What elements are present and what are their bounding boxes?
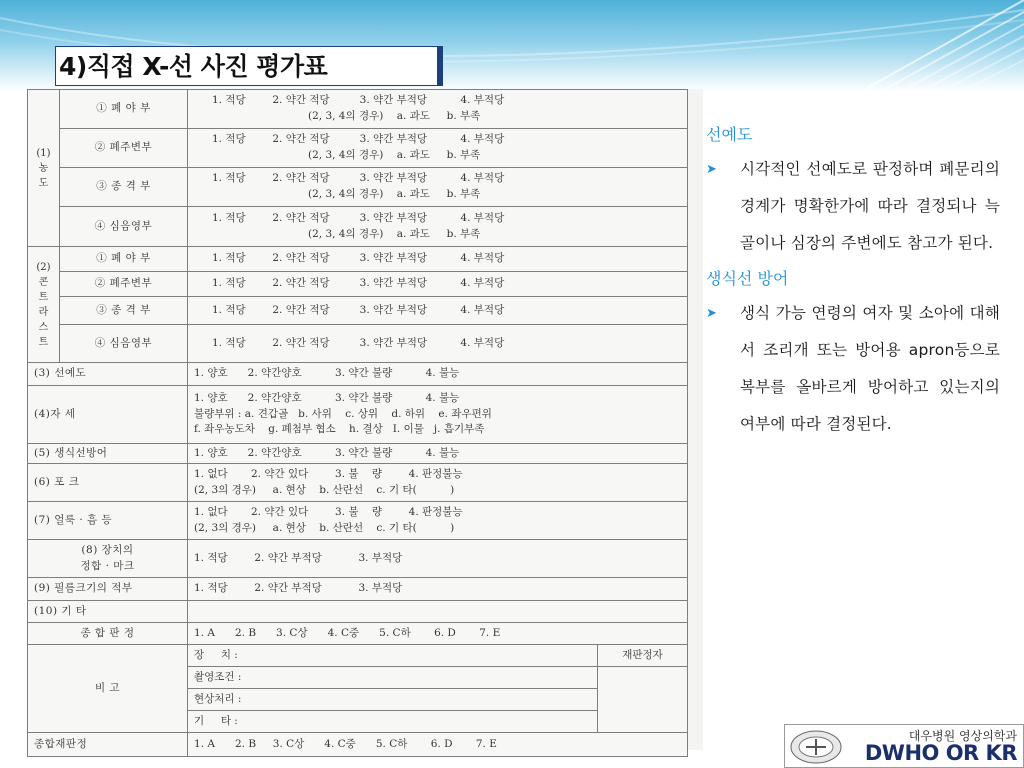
stain-options: 1. 없다 2. 약간 있다 3. 불 량 4. 판정불능 (2, 3의 경우) a. 현상 b. 산란선 c. 기 타( ): [188, 502, 688, 540]
sharpness-options: 1. 양호 2. 약간양호 3. 약간 불량 4. 불능: [188, 363, 688, 386]
gonad-bullet: [706, 295, 1000, 443]
other-label: (10) 기 타: [28, 601, 188, 623]
hospital-seal-icon: [788, 728, 844, 766]
remarks-item: 기 타 :: [188, 711, 598, 733]
evaluation-table: [27, 89, 688, 757]
notes-panel: [706, 118, 1000, 445]
device-options: 1. 적당 2. 약간 부적당 3. 부적당: [188, 540, 688, 578]
gonad-text: 생식 가능 연령의 여자 및 소아에 대해서 조리개 또는 방어용 apron등으로 복부를 올바르게 방어하고 있는지의 여부에 따라 결정된다.: [740, 304, 1000, 433]
row-label: ① 폐 야 부: [60, 247, 188, 272]
row-options: 1. 적당 2. 약간 적당 3. 약간 부적당 4. 부적당: [188, 272, 688, 297]
table-row: [28, 207, 688, 247]
table-row: [28, 129, 688, 168]
table-row: [28, 272, 688, 297]
remarks-item: 촬영조건 :: [188, 667, 598, 689]
table-row: [28, 502, 688, 540]
posture-label: (4)자 세: [28, 386, 188, 444]
table-row: [28, 733, 688, 757]
row-options: 1. 적당 2. 약간 적당 3. 약간 부적당 4. 부적당 (2, 3, 4의 경우) a. 과도 b. 부족: [188, 207, 688, 247]
row-label: ④ 심음영부: [60, 325, 188, 363]
row-options: 1. 적당 2. 약간 적당 3. 약간 부적당 4. 부적당 (2, 3, 4의 경우) a. 과도 b. 부족: [188, 168, 688, 207]
row-options: 1. 적당 2. 약간 적당 3. 약간 부적당 4. 부적당 (2, 3, 4의 경우) a. 과도 b. 부족: [188, 129, 688, 168]
row-label: ① 폐 야 부: [60, 90, 188, 129]
row-options: 1. 적당 2. 약간 적당 3. 약간 부적당 4. 부적당 (2, 3, 4의 경우) a. 과도 b. 부족: [188, 90, 688, 129]
table-row: [28, 601, 688, 623]
sharpness-bullet: [706, 151, 1000, 262]
row-label: ④ 심음영부: [60, 207, 188, 247]
table-row: [28, 444, 688, 464]
row-label: ③ 종 격 부: [60, 168, 188, 207]
table-row: [28, 168, 688, 207]
fog-options: 1. 없다 2. 약간 있다 3. 불 량 4. 판정불능 (2, 3의 경우) a. 현상 b. 산란선 c. 기 타( ): [188, 464, 688, 502]
table-row: [28, 623, 688, 645]
density-label: (1) 농 도: [28, 90, 60, 247]
sharpness-text: 시각적인 선예도로 판정하며 폐문리의 경계가 명확한가에 따라 결정되나 늑골이나 심장의 주변에도 참고가 된다.: [740, 160, 1000, 252]
remarks-item: 장 치 :: [188, 645, 598, 667]
gonad-label: (5) 생식선방어: [28, 444, 188, 464]
row-label: ③ 종 격 부: [60, 297, 188, 325]
row-options: 1. 적당 2. 약간 적당 3. 약간 부적당 4. 부적당: [188, 297, 688, 325]
table-row: [28, 325, 688, 363]
reviewer-label: 재판정자: [598, 645, 688, 667]
table-row: [28, 90, 688, 129]
sharpness-label: (3) 선예도: [28, 363, 188, 386]
row-options: 1. 적당 2. 약간 적당 3. 약간 부적당 4. 부적당: [188, 325, 688, 363]
device-label: (8) 장치의 정합 · 마크: [28, 540, 188, 578]
overall-options: 1. A 2. B 3. C상 4. C중 5. C하 6. D 7. E: [188, 623, 688, 645]
table-row: [28, 578, 688, 601]
rejudge-options: 1. A 2. B 3. C상 4. C중 5. C하 6. D 7. E: [188, 733, 688, 757]
table-row: [28, 645, 688, 667]
table-row: [28, 464, 688, 502]
remarks-item: 현상처리 :: [188, 689, 598, 711]
row-label: ② 폐주변부: [60, 129, 188, 168]
table-row: [28, 363, 688, 386]
filmsize-label: (9) 필름크기의 적부: [28, 578, 188, 601]
sharpness-heading: 선예도: [706, 125, 753, 144]
brand-name: DWHO OR KR: [864, 741, 1017, 765]
fog-label: (6) 포 크: [28, 464, 188, 502]
evaluation-form-image: [27, 89, 703, 750]
row-label: ② 폐주변부: [60, 272, 188, 297]
overall-label: 종 합 판 정: [28, 623, 188, 645]
stain-label: (7) 얼룩 · 흠 등: [28, 502, 188, 540]
posture-options: 1. 양호 2. 약간양호 3. 약간 불량 4. 불능 불량부위 : a. 견갑골 b. 사위 c. 상위 d. 하위 e. 좌우편위 f. 좌우농도차 g. 폐첨부 협소 h. 결상 I. 이물 j. 흡기부족: [188, 386, 688, 444]
row-options: 1. 적당 2. 약간 적당 3. 약간 부적당 4. 부적당: [188, 247, 688, 272]
arrow-bullet-icon: ➤: [706, 162, 718, 177]
other-options: [188, 601, 688, 623]
table-row: [28, 386, 688, 444]
reviewer-signature-box: [598, 667, 688, 733]
table-row: [28, 247, 688, 272]
arrow-bullet-icon: ➤: [706, 306, 718, 321]
table-row: [28, 297, 688, 325]
filmsize-options: 1. 적당 2. 약간 부적당 3. 부적당: [188, 578, 688, 601]
rejudge-label: 종합재판정: [28, 733, 188, 757]
contrast-label: (2) 콘 트 라 스 트: [28, 247, 60, 363]
slide-title: 4)직접 X-선 사진 평가표: [55, 46, 443, 86]
remarks-label: 비 고: [28, 645, 188, 733]
table-row: [28, 540, 688, 578]
gonad-heading: 생식선 방어: [706, 269, 789, 288]
department-name: 대우병원 영상의학과: [908, 729, 1017, 743]
gonad-options: 1. 양호 2. 약간양호 3. 약간 불량 4. 불능: [188, 444, 688, 464]
hospital-logo: [784, 724, 1024, 768]
